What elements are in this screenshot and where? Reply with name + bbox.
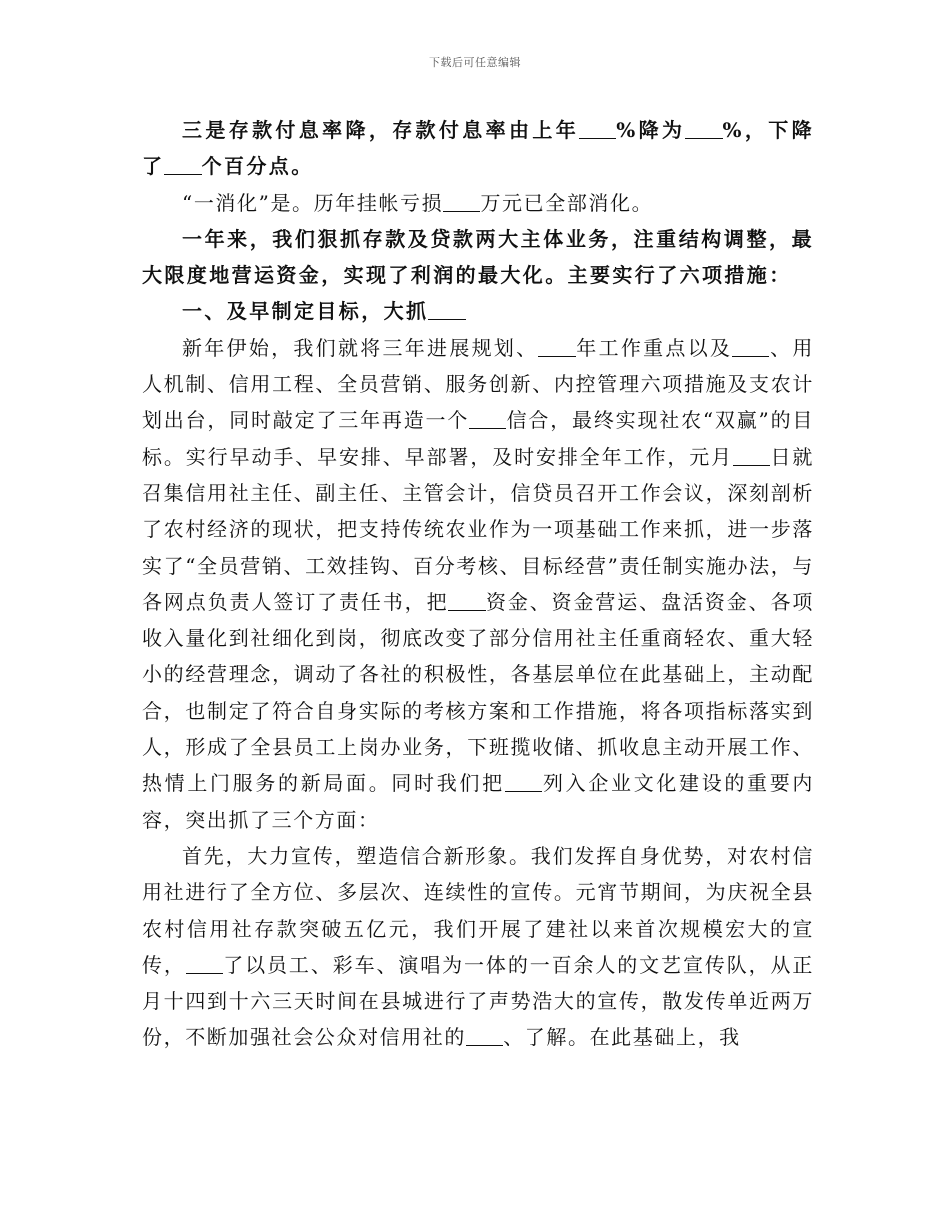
fill-in-blank	[469, 408, 506, 429]
fill-in-blank	[466, 1025, 503, 1046]
fill-in-blank	[505, 771, 542, 792]
paragraph-six-measures-intro: 一年来，我们狠抓存款及贷款两大主体业务，注重结构调整，最大限度地营运资金，实现了利润的最大化。主要实行了六项措施：	[142, 226, 814, 288]
document-body	[142, 112, 814, 1056]
fill-in-blank	[733, 445, 770, 466]
fill-in-blank	[443, 191, 480, 212]
fill-in-blank	[186, 953, 223, 974]
fill-in-blank	[579, 118, 616, 139]
paragraph-interest-rate: 三是存款付息率降，存款付息率由上年 %降为 %，下降了 个百分点。	[142, 118, 814, 179]
fill-in-blank	[685, 118, 722, 139]
fill-in-blank	[732, 336, 769, 357]
page-header: 下载后可任意编辑	[429, 56, 521, 69]
section-heading-1: 一、及早制定目标，大抓	[142, 293, 814, 329]
fill-in-blank	[448, 590, 485, 611]
paragraph-loss-digested: “一消化”是。历年挂帐亏损 万元已全部消化。	[182, 190, 654, 215]
paragraph-publicity: 首先，大力宣传，塑造信合新形象。我们发挥自身优势，对农村信用社进行了全方位、多层次、连续性的宣传。元宵节期间，为庆祝全县农村信用社存款突破五亿元，我们开展了建社以来首次规模宏大的宣传， 了以员工、彩车、演唱为一体的一百余人的文艺宣传队，从正月十四到十六三天时间在县城进行了声势浩大的宣传，散发传单近两万份，不断加强社会公众对信用社的 、了解。在此基础上，我	[142, 843, 814, 1050]
fill-in-blank	[428, 299, 465, 320]
paragraph-new-year-planning: 新年伊始，我们就将三年进展规划、 年工作重点以及 、用人机制、信用工程、全员营销、服务创新、内控管理六项措施及支农计划出台，同时敲定了三年再造一个 信合，最终实现社农“双赢”的目标。实行早动手、早安排、早部署，及时安排全年工作，元月 日就召集信用社主任、副主任、主管会计，信贷员召开工作会议，深刻剖析了农村经济的现状，把支持传统农业作为一项基础工作来抓，进一步落实了“全员营销、工效挂钩、百分考核、目标经营”责任制实施办法，与各网点负责人签订了责任书，把 资金、资金营运、盘活资金、各项收入量化到社细化到岗，彻底改变了部分信用社主任重商轻农、重大轻小的经营理念，调动了各社的积极性，各基层单位在此基础上，主动配合，也制定了符合自身实际的考核方案和工作措施，将各项指标落实到人，形成了全县员工上岗办业务，下班揽收储、抓收息主动开展工作、热情上门服务的新局面。同时我们把 列入企业文化建设的重要内容，突出抓了三个方面：	[142, 335, 815, 832]
fill-in-blank	[538, 336, 575, 357]
fill-in-blank	[164, 154, 201, 175]
